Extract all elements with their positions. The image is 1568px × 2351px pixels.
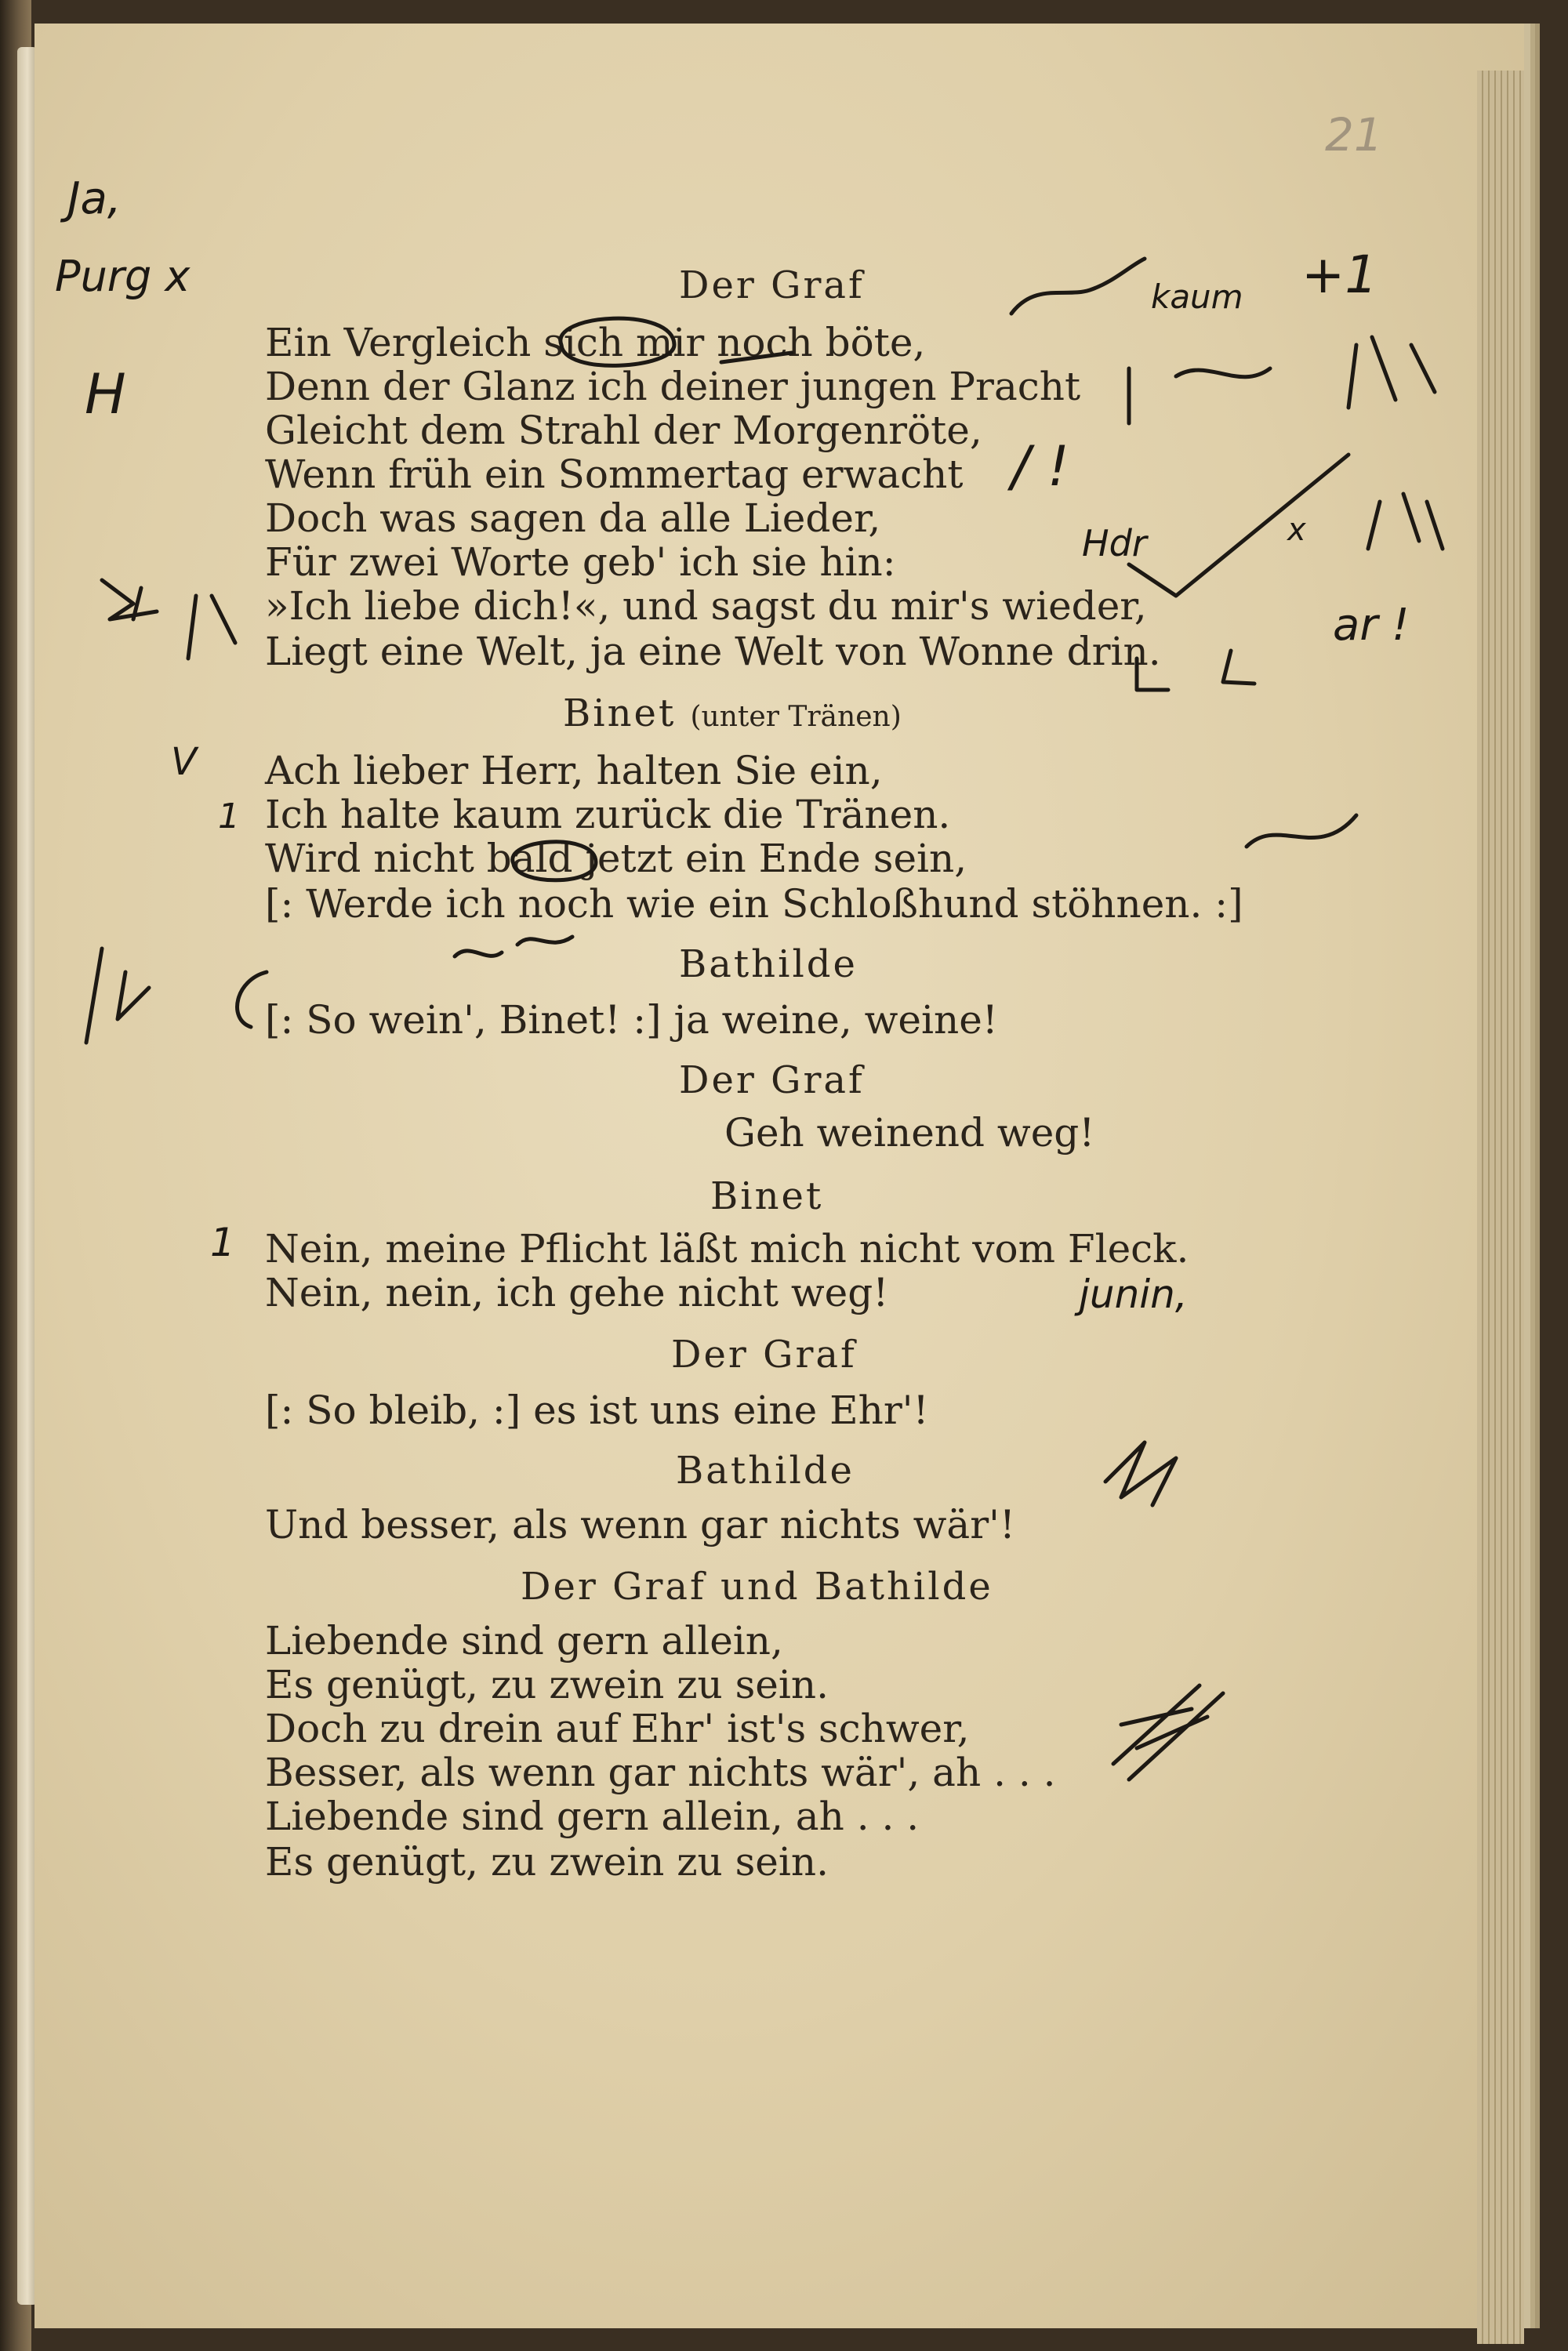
verse-line: Wird nicht bald jetzt ein Ende sein, — [265, 836, 967, 881]
slash-mark — [188, 596, 235, 658]
verse-line: Liebende sind gern allein, ah . . . — [265, 1794, 920, 1839]
slash-mark — [1348, 337, 1435, 408]
speaker-binet: Binet — [710, 1174, 824, 1218]
verse-line: Liebende sind gern allein, — [265, 1618, 783, 1663]
speaker-der-graf: Der Graf — [671, 1333, 857, 1377]
verse-line: Liegt eine Welt, ja eine Welt von Wonne drin. — [265, 629, 1161, 674]
speaker-der-graf-und-bathilde: Der Graf und Bathilde — [521, 1565, 993, 1609]
handwritten-note: H — [85, 362, 126, 426]
verse-line: Doch zu drein auf Ehr' ist's schwer, — [265, 1706, 970, 1751]
verse-line: [: So bleib, :] es ist uns eine Ehr'! — [265, 1388, 929, 1433]
speaker-bathilde: Bathilde — [679, 942, 858, 986]
verse-line: Ich halte kaum zurück die Tränen. — [265, 792, 951, 837]
scribble-mark — [102, 580, 157, 619]
verse-line: Besser, als wenn gar nichts wär', ah . . . — [265, 1750, 1056, 1795]
bracket-mark — [86, 949, 149, 1043]
verse-line: Wenn früh ein Sommertag erwacht — [265, 452, 964, 497]
bracket-mark — [238, 972, 267, 1027]
handwritten-note: 1 — [210, 1220, 235, 1265]
speaker-der-graf: Der Graf — [679, 1058, 865, 1102]
verse-line: Nein, nein, ich gehe nicht weg! — [265, 1270, 889, 1315]
stage-direction: (unter Tränen) — [690, 701, 902, 733]
verse-line: Doch was sagen da alle Lieder, — [265, 495, 881, 541]
tilde-mark — [1247, 815, 1356, 847]
page-number: 21 — [1325, 108, 1383, 161]
verse-line: Ach lieber Herr, halten Sie ein, — [265, 748, 883, 793]
bracket-mark — [1137, 651, 1254, 690]
verse-line: [: Werde ich noch wie ein Schloßhund stöhnen. :] — [265, 881, 1243, 927]
circle-mark — [513, 842, 596, 880]
verse-line: Es genügt, zu zwein zu sein. — [265, 1662, 829, 1707]
scribble-mark — [1105, 1442, 1176, 1505]
scribble-mark — [1113, 1685, 1223, 1780]
tilde-mark — [455, 937, 572, 956]
verse-line: Für zwei Worte geb' ich sie hin: — [265, 539, 896, 585]
slash-mark — [1368, 494, 1443, 549]
handwritten-note: Ja, — [67, 173, 122, 224]
verse-line: [: So wein', Binet! :] ja weine, weine! — [265, 997, 998, 1043]
verse-line: Ein Vergleich sich mir noch böte, — [265, 320, 926, 365]
verse-line: Denn der Glanz ich deiner jungen Pracht — [265, 364, 1081, 409]
verse-line: Gleicht dem Strahl der Morgenröte, — [265, 408, 982, 453]
handwritten-note: kaum — [1151, 278, 1243, 316]
check-mark — [1129, 455, 1348, 596]
handwritten-note: 1 — [218, 796, 240, 836]
verse-line: Und besser, als wenn gar nichts wär'! — [265, 1502, 1015, 1547]
verse-line: »Ich liebe dich!«, und sagst du mir's wieder, — [265, 583, 1147, 629]
verse-line: Nein, meine Pflicht läßt mich nicht vom Fleck. — [265, 1226, 1189, 1272]
handwritten-note: Purg x — [55, 252, 191, 301]
speaker-name: Binet — [563, 691, 677, 735]
handwritten-note: V — [171, 740, 197, 784]
tilde-mark — [1011, 259, 1145, 314]
circle-mark — [561, 318, 674, 365]
verse-line: Es genügt, zu zwein zu sein. — [265, 1839, 829, 1885]
handwritten-note: / ! — [1011, 434, 1069, 499]
handwritten-note: ar ! — [1333, 600, 1410, 651]
verse-line: Geh weinend weg! — [724, 1110, 1095, 1156]
handwritten-note: Hdr — [1082, 522, 1147, 564]
tilde-mark — [1176, 368, 1270, 377]
speaker-der-graf: Der Graf — [679, 263, 865, 307]
strike-mark — [721, 353, 792, 362]
speaker-bathilde: Bathilde — [676, 1449, 855, 1493]
handwritten-note: +1 — [1301, 245, 1378, 305]
handwritten-note: x — [1287, 512, 1306, 548]
handwritten-note: junin, — [1079, 1272, 1188, 1317]
